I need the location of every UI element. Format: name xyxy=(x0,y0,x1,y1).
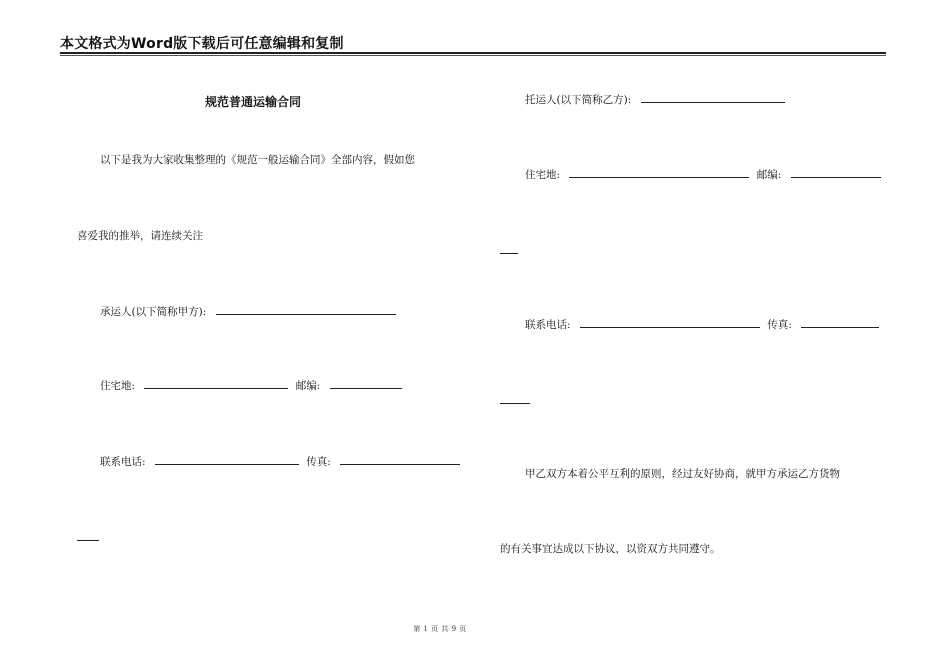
carrier-fax-blank xyxy=(340,454,460,465)
shipper-phone-blank xyxy=(580,317,760,328)
carrier-phone-label: 联系电话: xyxy=(100,456,146,468)
carrier-fax-label: 传真: xyxy=(306,456,331,468)
intro-paragraph-line-1: 以下是我为大家收集整理的《规范一般运输合同》全部内容，假如您 xyxy=(100,154,415,166)
carrier-phone-blank xyxy=(155,454,299,465)
shipper-fax-label: 传真: xyxy=(767,319,792,331)
carrier-phone-row xyxy=(100,454,460,469)
carrier-postcode-label: 邮编: xyxy=(295,380,321,392)
agreement-paragraph-line-1: 甲乙双方本着公平互利的原则，经过友好协商，就甲方承运乙方货物 xyxy=(525,468,840,480)
carrier-name-row xyxy=(100,304,396,319)
shipper-postcode-label: 邮编: xyxy=(756,169,782,181)
intro-paragraph-line-2: 喜爱我的推举，请连续关注 xyxy=(77,230,203,242)
header-title: 本文格式为Word版下载后可任意编辑和复制 xyxy=(60,36,344,52)
shipper-address-label: 住宅地: xyxy=(525,169,561,181)
shipper-fax-blank xyxy=(801,317,879,328)
shipper-postcode-continuation-line xyxy=(500,253,518,254)
carrier-postcode-blank xyxy=(330,378,402,389)
shipper-label: 托运人(以下简称乙方): xyxy=(525,94,632,106)
shipper-phone-row xyxy=(525,317,879,332)
carrier-fax-continuation-line xyxy=(77,540,99,541)
shipper-postcode-blank xyxy=(791,167,881,178)
shipper-fax-continuation-line xyxy=(500,403,530,404)
carrier-address-label: 住宅地: xyxy=(100,380,136,392)
document-title: 规范普通运输合同 xyxy=(205,95,302,109)
carrier-label: 承运人(以下简称甲方): xyxy=(100,306,207,318)
header-divider xyxy=(60,52,886,54)
shipper-phone-label: 联系电话: xyxy=(525,319,571,331)
shipper-name-row xyxy=(525,92,785,107)
carrier-name-blank xyxy=(216,304,396,315)
agreement-paragraph-line-2: 的有关事宜达成以下协议，以资双方共同遵守。 xyxy=(500,543,721,555)
page-number-footer: 第 1 页 共 9 页 xyxy=(413,625,467,633)
carrier-address-row xyxy=(100,378,402,393)
shipper-address-row xyxy=(525,167,881,182)
carrier-address-blank xyxy=(144,378,288,389)
shipper-name-blank xyxy=(641,92,785,103)
header-divider-thin xyxy=(60,55,886,56)
shipper-address-blank xyxy=(569,167,749,178)
